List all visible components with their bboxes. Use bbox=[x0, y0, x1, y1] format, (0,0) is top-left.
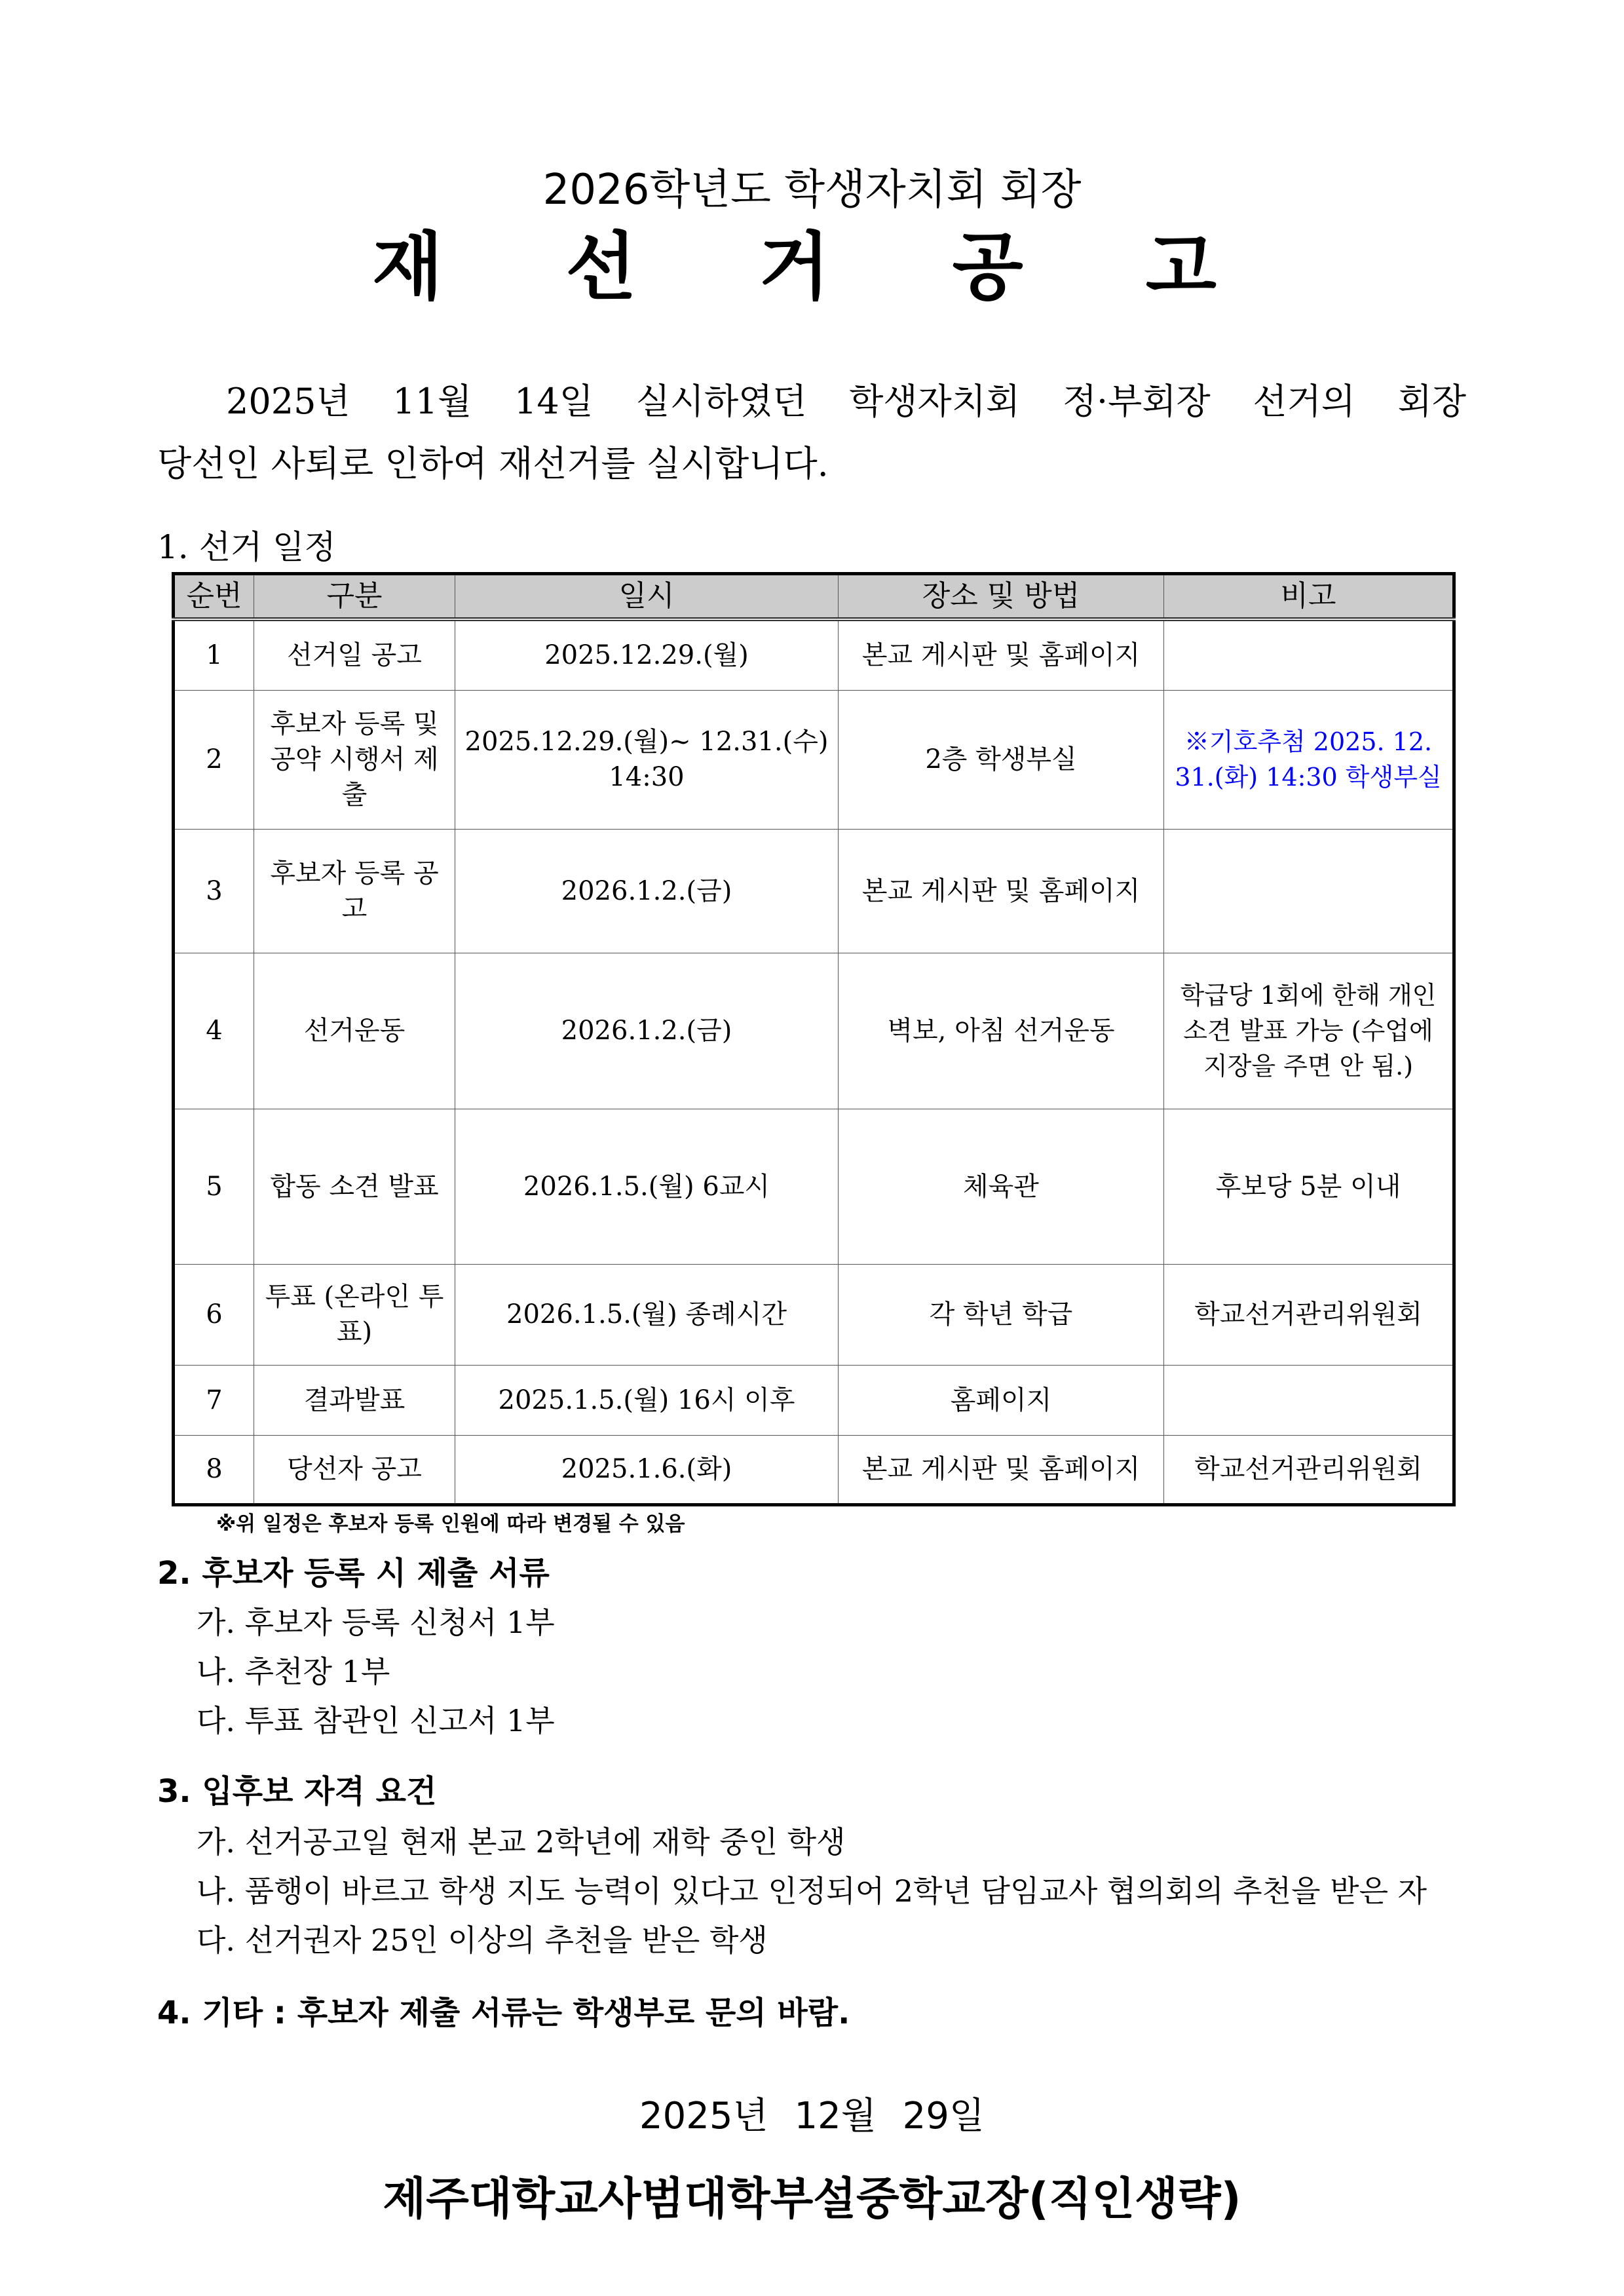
cell-note bbox=[1164, 619, 1454, 690]
cell-datetime: 2025.1.6.(화) bbox=[455, 1435, 839, 1504]
column-header-category: 구분 bbox=[254, 574, 455, 620]
notice-date: 2025년 12월 29일 bbox=[639, 2095, 985, 2137]
cell-place: 체육관 bbox=[839, 1109, 1164, 1264]
table-row bbox=[174, 829, 1454, 953]
cell-place: 본교 게시판 및 홈페이지 bbox=[839, 1435, 1164, 1504]
cell-datetime: 2026.1.5.(월) 6교시 bbox=[455, 1109, 839, 1264]
table-row bbox=[174, 619, 1454, 690]
list-item: 다. 투표 참관인 신고서 1부 bbox=[197, 1703, 555, 1738]
cell-category: 결과발표 bbox=[254, 1365, 455, 1435]
notice-title bbox=[0, 208, 1624, 314]
table-row bbox=[174, 1435, 1454, 1504]
cell-datetime: 2026.1.2.(금) bbox=[455, 953, 839, 1109]
cell-category: 후보자 등록 및 공약 시행서 제출 bbox=[254, 690, 455, 829]
cell-no: 1 bbox=[174, 619, 254, 690]
table-header-row bbox=[174, 574, 1454, 620]
list-item: 가. 선거공고일 현재 본교 2학년에 재학 중인 학생 bbox=[197, 1824, 846, 1860]
intro-line-2: 당선인 사퇴로 인하여 재선거를 실시합니다. bbox=[157, 443, 829, 484]
cell-note: 후보당 5분 이내 bbox=[1164, 1109, 1454, 1264]
cell-no: 7 bbox=[174, 1365, 254, 1435]
cell-note bbox=[1164, 829, 1454, 953]
table-row bbox=[174, 690, 1454, 829]
list-item: 다. 선거권자 25인 이상의 추천을 받은 학생 bbox=[197, 1923, 768, 1958]
cell-category: 투표 (온라인 투표) bbox=[254, 1264, 455, 1365]
cell-datetime: 2025.1.5.(월) 16시 이후 bbox=[455, 1365, 839, 1435]
cell-note: 학교선거관리위원회 bbox=[1164, 1264, 1454, 1365]
intro-paragraph bbox=[157, 370, 1466, 495]
column-header-place: 장소 및 방법 bbox=[839, 574, 1164, 620]
cell-category: 선거운동 bbox=[254, 953, 455, 1109]
notice-title-text: 재 선 거 공 고 bbox=[372, 225, 1252, 310]
table-row bbox=[174, 1365, 1454, 1435]
cell-datetime: 2025.12.29.(월)~ 12.31.(수) 14:30 bbox=[455, 690, 839, 829]
cell-note-highlight: ※기호추첨 2025. 12. 31.(화) 14:30 학생부실 bbox=[1164, 690, 1454, 829]
notice-subtitle: 2026학년도 학생자치회 회장 bbox=[542, 166, 1082, 214]
cell-category: 후보자 등록 공고 bbox=[254, 829, 455, 953]
list-item: 나. 품행이 바르고 학생 지도 능력이 있다고 인정되어 2학년 담임교사 협의회의 추천을 받은 자 bbox=[197, 1873, 1427, 1909]
table-row bbox=[174, 1264, 1454, 1365]
cell-no: 2 bbox=[174, 690, 254, 829]
cell-note: 학교선거관리위원회 bbox=[1164, 1435, 1454, 1504]
column-header-note: 비고 bbox=[1164, 574, 1454, 620]
list-item: 나. 추천장 1부 bbox=[197, 1654, 390, 1689]
cell-no: 5 bbox=[174, 1109, 254, 1264]
cell-datetime: 2026.1.5.(월) 종례시간 bbox=[455, 1264, 839, 1365]
election-schedule-table bbox=[172, 572, 1456, 1506]
intro-line-1: 2025년 11월 14일 실시하였던 학생자치회 정·부회장 선거의 회장 bbox=[226, 381, 1466, 422]
column-header-datetime: 일시 bbox=[455, 574, 839, 620]
cell-category: 당선자 공고 bbox=[254, 1435, 455, 1504]
column-header-no: 순번 bbox=[174, 574, 254, 620]
cell-place: 본교 게시판 및 홈페이지 bbox=[839, 829, 1164, 953]
cell-note: 학급당 1회에 한해 개인 소견 발표 가능 (수업에 지장을 주면 안 됨.) bbox=[1164, 953, 1454, 1109]
cell-category: 선거일 공고 bbox=[254, 619, 455, 690]
table-row bbox=[174, 1109, 1454, 1264]
cell-no: 4 bbox=[174, 953, 254, 1109]
cell-category: 합동 소견 발표 bbox=[254, 1109, 455, 1264]
cell-place: 벽보, 아침 선거운동 bbox=[839, 953, 1164, 1109]
schedule-footnote: ※위 일정은 후보자 등록 인원에 따라 변경될 수 있음 bbox=[216, 1512, 685, 1536]
cell-note bbox=[1164, 1365, 1454, 1435]
issuer-signature: 제주대학교사범대학부설중학교장(직인생략) bbox=[383, 2173, 1241, 2225]
cell-place: 각 학년 학급 bbox=[839, 1264, 1164, 1365]
section-4-title: 4. 기타 : 후보자 제출 서류는 학생부로 문의 바람. bbox=[157, 1995, 850, 2031]
cell-place: 2층 학생부실 bbox=[839, 690, 1164, 829]
cell-datetime: 2025.12.29.(월) bbox=[455, 619, 839, 690]
section-1-title: 1. 선거 일정 bbox=[157, 528, 336, 566]
cell-no: 3 bbox=[174, 829, 254, 953]
table-row bbox=[174, 953, 1454, 1109]
list-item: 가. 후보자 등록 신청서 1부 bbox=[197, 1605, 555, 1640]
cell-place: 본교 게시판 및 홈페이지 bbox=[839, 619, 1164, 690]
cell-datetime: 2026.1.2.(금) bbox=[455, 829, 839, 953]
cell-place: 홈페이지 bbox=[839, 1365, 1164, 1435]
cell-no: 8 bbox=[174, 1435, 254, 1504]
cell-no: 6 bbox=[174, 1264, 254, 1365]
section-2-title: 2. 후보자 등록 시 제출 서류 bbox=[157, 1555, 550, 1592]
section-3-title: 3. 입후보 자격 요건 bbox=[157, 1773, 437, 1810]
